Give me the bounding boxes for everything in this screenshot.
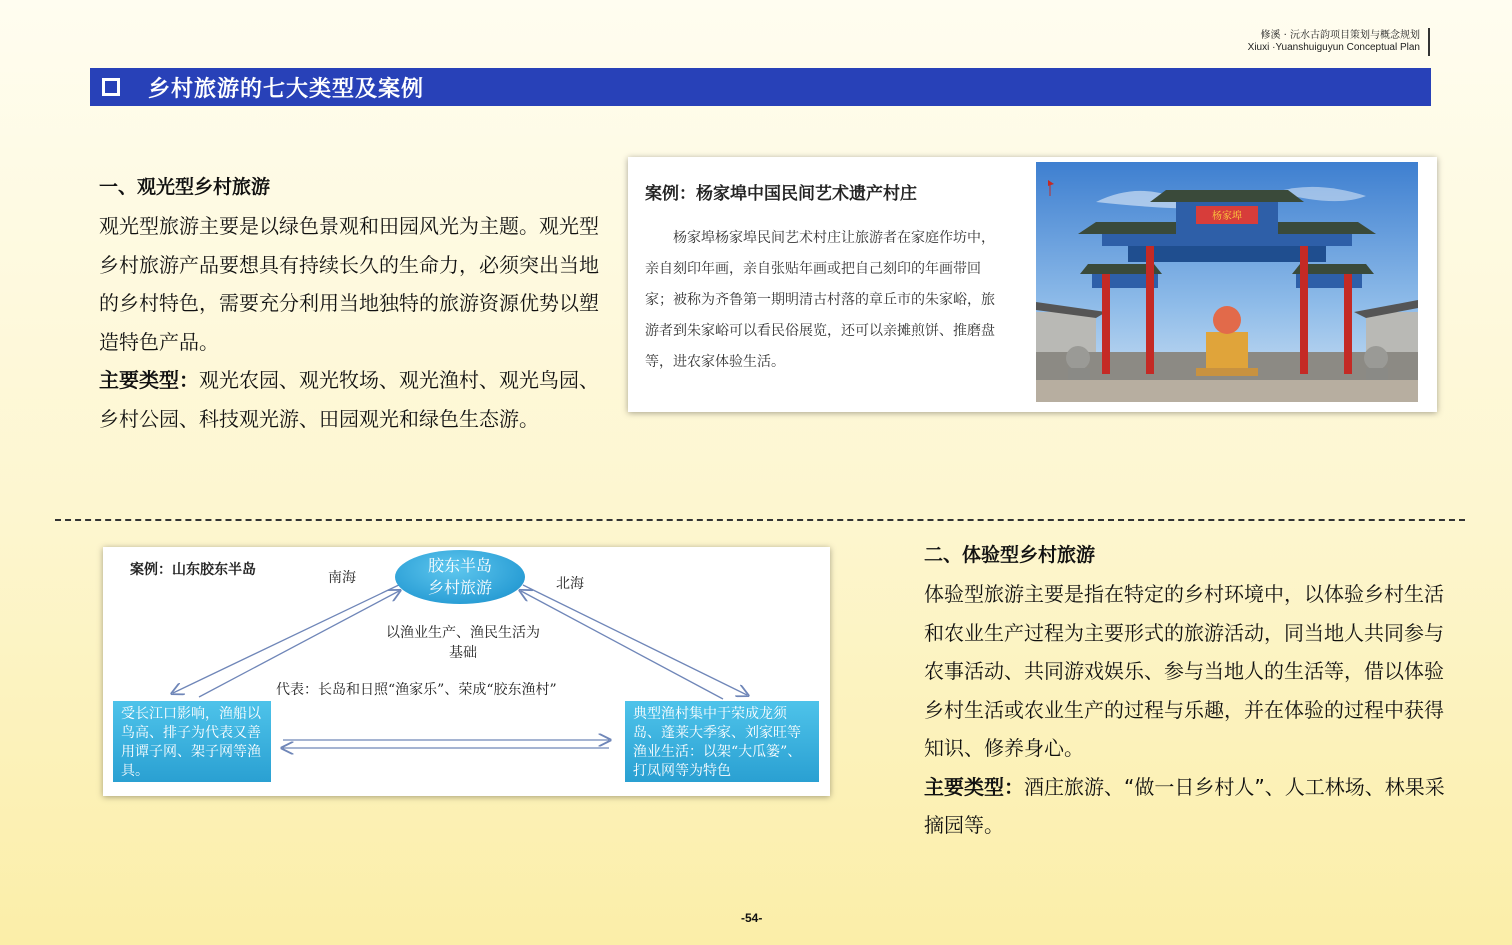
header-title-cn: 修溪 · 沅水古韵项目策划与概念规划: [1260, 30, 1420, 41]
archway-photo: [1036, 162, 1418, 402]
case-card-yangjiabu: [628, 157, 1437, 412]
square-bullet-icon: [102, 78, 120, 96]
section-body: [924, 575, 1452, 845]
north-sea-box: 典型渔村集中于荣成龙须岛、蓬莱大季家、刘家旺等渔业生活：以架“大瓜篓”、打凤网等为特色: [625, 701, 819, 782]
center-label: 胶东半岛 乡村旅游: [427, 556, 492, 597]
archway-sign-text: 杨家埠: [1212, 211, 1242, 222]
types-label: 主要类型：: [924, 774, 1024, 799]
center-ellipse: [395, 550, 525, 604]
page-number: -54-: [741, 911, 763, 925]
header-divider: [1428, 28, 1430, 56]
document-header: [1248, 30, 1420, 53]
section-experience: [924, 540, 1452, 845]
representative-label: 代表：长岛和日照“渔家乐”、荣成“胶东渔村”: [276, 682, 557, 698]
section-heading: 二、体验型乡村旅游: [924, 544, 1096, 566]
case-body: 杨家埠杨家埠民间艺术村庄让旅游者在家庭作坊中，亲自刻印年画，亲自张贴年画或把自己刻印的年画带回家；被称为齐鲁第一期明清古村落的章丘市的朱家峪，旅游者到朱家峪可以看民俗展览，还可以亲摊煎饼、推磨盘等，进农家体验生活。: [645, 230, 995, 370]
section-heading: 一、观光型乡村旅游: [99, 176, 271, 198]
north-sea-label: 北海: [556, 576, 584, 592]
section-body: [99, 207, 614, 438]
case-title: 案例：杨家埠中国民间艺术遗产村庄: [645, 184, 917, 204]
types-text: 观光农园、观光牧场、观光渔村、观光鸟园、乡村公园、科技观光游、田园观光和绿色生态游。: [99, 368, 599, 431]
dashed-divider: [55, 519, 1465, 521]
case-title: 案例：山东胶东半岛: [130, 562, 256, 578]
case-card-jiaodong: [103, 547, 830, 796]
types-text: 酒庄旅游、“做一日乡村人”、人工林场、林果采摘园等。: [924, 774, 1445, 837]
section-sightseeing: [99, 172, 614, 438]
south-sea-label: 南海: [328, 570, 356, 586]
south-sea-box: 受长江口影响，渔船以鸟高、排子为代表又善用谭子网、架子网等渔具。: [113, 701, 271, 782]
section-title-bar: [90, 68, 1431, 106]
arrow-down-left: [173, 583, 403, 693]
basis-label: 以渔业生产、渔民生活为基础: [386, 625, 540, 661]
page-title: 乡村旅游的七大类型及案例: [148, 76, 425, 102]
types-label: 主要类型：: [99, 368, 199, 392]
header-title-en: Xiuxi ·Yuanshuiguyun Conceptual Plan: [1247, 41, 1420, 53]
section-body-text: 体验型旅游主要是指在特定的乡村环境中，以体验乡村生活和农业生产过程为主要形式的旅游活动，同当地人共同参与农事活动、共同游戏娱乐、参与当地人的生活等，借以体验乡村生活或农业生产的过程与乐趣，并在体验的过程中获得知识、修养身心。: [924, 582, 1444, 760]
section-body-text: 观光型旅游主要是以绿色景观和田园风光为主题。观光型乡村旅游产品要想具有持续长久的生命力，必须突出当地的乡村特色，需要充分利用当地独特的旅游资源优势以塑造特色产品。: [99, 214, 599, 354]
